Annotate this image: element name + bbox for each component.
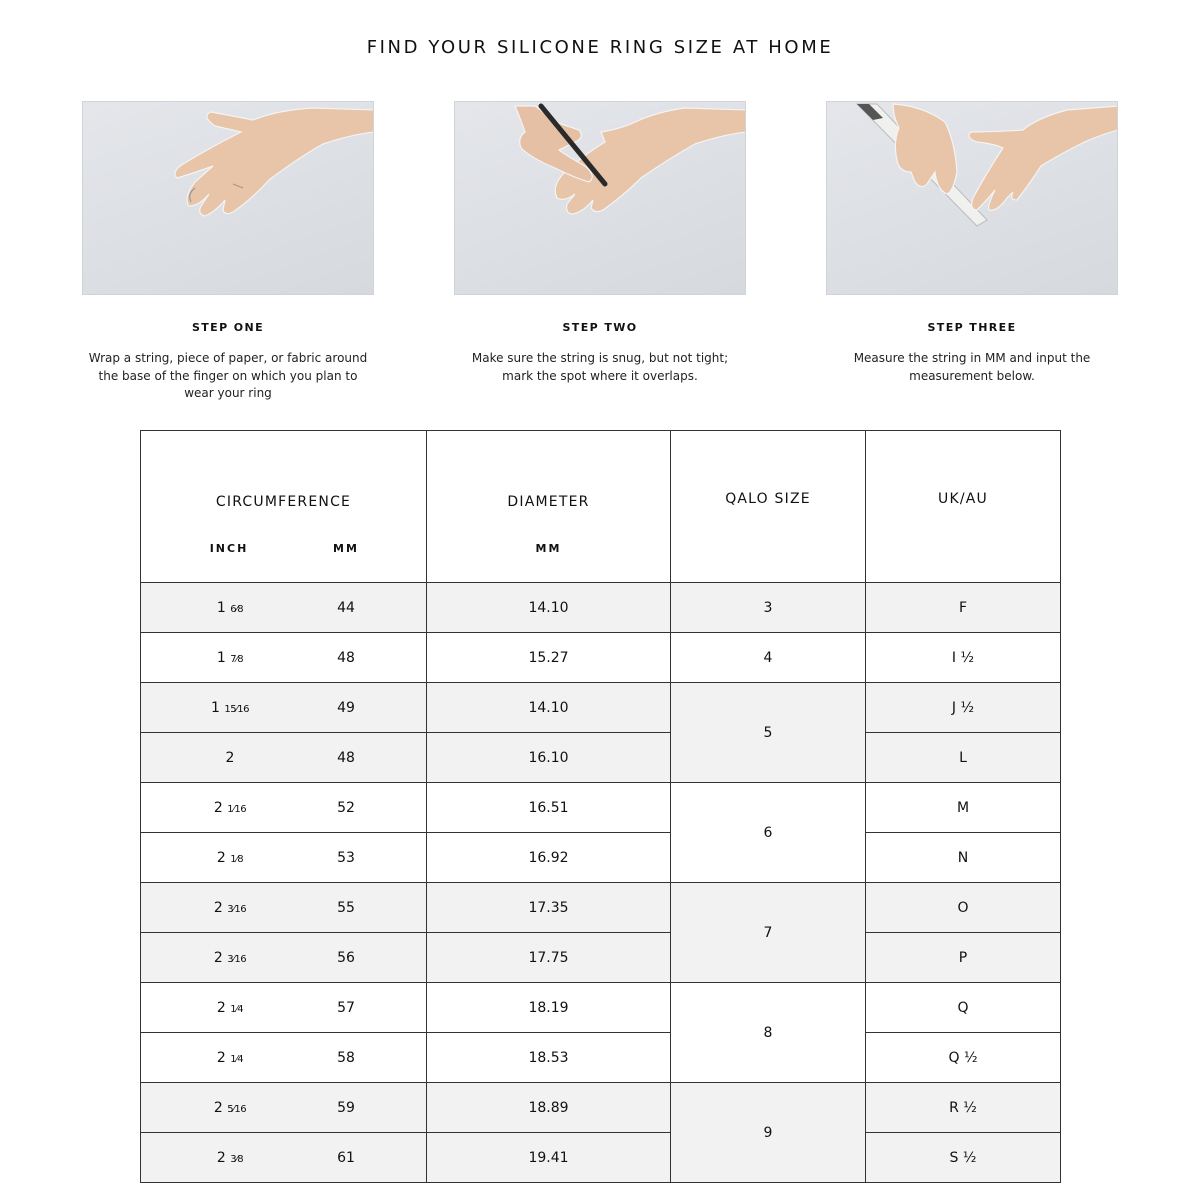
step-three-text: Measure the string in MM and input the measurement below. <box>853 351 1091 383</box>
qalo-size-value: 5 <box>671 683 866 783</box>
table-row <box>141 583 1061 633</box>
hand-marking-with-pen-icon <box>455 102 746 295</box>
diameter-value: 18.89 <box>427 1083 671 1133</box>
uk-au-value: I ½ <box>866 633 1061 683</box>
diameter-mm-subheader: MM <box>535 542 562 555</box>
mm-value: 55 <box>337 899 355 916</box>
diameter-value: 17.35 <box>427 883 671 933</box>
table-row <box>141 883 1061 933</box>
uk-au-value: Q ½ <box>866 1033 1061 1083</box>
step-two-label: STEP TWO <box>562 321 638 334</box>
uk-au-value: F <box>866 583 1061 633</box>
qalo-size-value: 9 <box>671 1083 866 1183</box>
diameter-value: 14.10 <box>427 683 671 733</box>
diameter-header-label: DIAMETER <box>507 494 590 510</box>
table-row <box>141 1083 1061 1133</box>
mm-value: 61 <box>337 1149 355 1166</box>
step-two-text: Make sure the string is snug, but not tight; mark the spot where it overlaps. <box>471 351 729 383</box>
circumference-mm-subheader: MM <box>333 542 359 555</box>
step-one-photo <box>82 101 374 295</box>
mm-value: 44 <box>337 599 355 616</box>
step-one <box>82 101 374 403</box>
mm-value: 56 <box>337 949 355 966</box>
mm-value: 59 <box>337 1099 355 1116</box>
qalo-size-header <box>671 431 866 583</box>
uk-au-value: P <box>866 933 1061 983</box>
hands-with-ruler-icon <box>827 102 1118 295</box>
qalo-size-value: 7 <box>671 883 866 983</box>
uk-au-value: R ½ <box>866 1083 1061 1133</box>
diameter-value: 16.51 <box>427 783 671 833</box>
step-one-label: STEP ONE <box>191 321 265 334</box>
step-three-photo <box>826 101 1118 295</box>
steps-section <box>0 101 1200 411</box>
mm-value: 52 <box>337 799 355 816</box>
qalo-size-value: 4 <box>671 633 866 683</box>
diameter-value: 15.27 <box>427 633 671 683</box>
inch-value: 2 1⁄4 <box>216 999 244 1016</box>
uk-au-header-label: UK/AU <box>938 491 988 507</box>
table-row <box>141 683 1061 733</box>
diameter-value: 17.75 <box>427 933 671 983</box>
qalo-size-value: 6 <box>671 783 866 883</box>
diameter-value: 16.92 <box>427 833 671 883</box>
uk-au-value: Q <box>866 983 1061 1033</box>
diameter-value: 18.19 <box>427 983 671 1033</box>
inch-value: 1 6⁄8 <box>216 599 244 616</box>
diameter-value: 19.41 <box>427 1133 671 1183</box>
diameter-header <box>427 431 671 583</box>
hand-with-string-icon <box>83 102 374 295</box>
inch-value: 2 3⁄16 <box>213 899 247 916</box>
mm-value: 48 <box>337 649 355 666</box>
mm-value: 58 <box>337 1049 355 1066</box>
uk-au-value: M <box>866 783 1061 833</box>
inch-value: 2 5⁄16 <box>213 1099 247 1116</box>
uk-au-value: L <box>866 733 1061 783</box>
table-row <box>141 633 1061 683</box>
inch-value: 2 1⁄16 <box>213 799 247 816</box>
step-two-photo <box>454 101 746 295</box>
qalo-size-value: 8 <box>671 983 866 1083</box>
table-row <box>141 833 1061 883</box>
inch-value: 2 3⁄16 <box>213 949 247 966</box>
uk-au-value: O <box>866 883 1061 933</box>
inch-value: 1 7⁄8 <box>216 649 244 666</box>
inch-value: 2 3⁄8 <box>216 1149 244 1166</box>
table-row <box>141 983 1061 1033</box>
inch-value: 2 1⁄8 <box>216 849 244 866</box>
diameter-value: 18.53 <box>427 1033 671 1083</box>
ring-size-table <box>140 430 1061 1183</box>
step-one-text: Wrap a string, piece of paper, or fabric around the base of the finger on which you plan to wear your ring <box>88 351 368 400</box>
inch-value: 1 15⁄16 <box>211 699 249 716</box>
diameter-value: 16.10 <box>427 733 671 783</box>
qalo-size-value: 3 <box>671 583 866 633</box>
uk-au-header <box>866 431 1061 583</box>
inch-subheader: INCH <box>209 542 249 555</box>
circumference-header <box>141 431 427 583</box>
mm-value: 53 <box>337 849 355 866</box>
uk-au-value: J ½ <box>866 683 1061 733</box>
mm-value: 48 <box>337 749 355 766</box>
inch-value: 2 1⁄4 <box>216 1049 244 1066</box>
mm-value: 57 <box>337 999 355 1016</box>
table-row <box>141 783 1061 833</box>
inch-value: 2 <box>225 749 235 766</box>
table-row <box>141 933 1061 983</box>
table-row <box>141 1033 1061 1083</box>
step-three-label: STEP THREE <box>927 321 1017 334</box>
step-two <box>454 101 746 385</box>
mm-value: 49 <box>337 699 355 716</box>
circumference-header-label: CIRCUMFERENCE <box>215 494 352 510</box>
step-three <box>826 101 1118 385</box>
page-title: FIND YOUR SILICONE RING SIZE AT HOME <box>366 37 834 58</box>
uk-au-value: S ½ <box>866 1133 1061 1183</box>
table-row <box>141 1133 1061 1183</box>
table-row <box>141 733 1061 783</box>
diameter-value: 14.10 <box>427 583 671 633</box>
qalo-size-header-label: QALO SIZE <box>725 491 811 507</box>
uk-au-value: N <box>866 833 1061 883</box>
